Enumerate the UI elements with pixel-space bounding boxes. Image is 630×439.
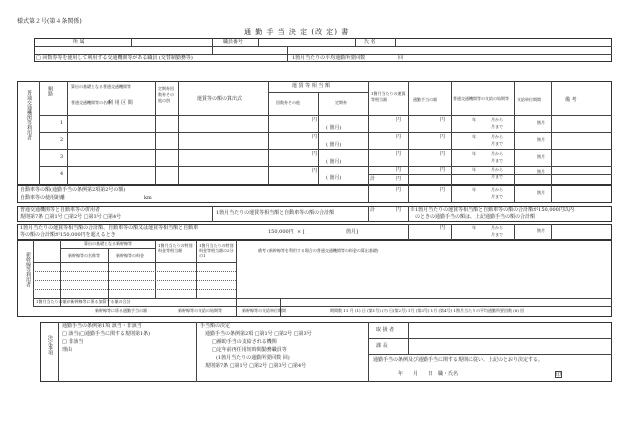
shinkansen-sum-note: 1箇月当たりの額が新幹線等に係る加算する額の合計 [36, 299, 131, 304]
over-times: × [ [297, 229, 305, 235]
row-allowance-yen: 円 [440, 134, 446, 140]
form-label: 様式第２号(第４条関係) [17, 18, 82, 25]
decision-a4: 理由 [62, 347, 73, 353]
shinkansen-footer-strip: 期間数 11 月 (1) 日 (第1号) (7) 日(第2号) 1月 (第3号) 1月 (第4号) 1箇月当たりの平均通勤所要回数 (8) 回 [330, 308, 525, 313]
decision-b0: 手当額の決定 [200, 323, 231, 329]
shinkansen-c4: 1箇月当たりの特別料金等相当額の2分の1 [199, 243, 234, 258]
row-from: 月から [491, 151, 503, 156]
page-title: 通 勤 手 当 決 定 (改 定) 書 [244, 28, 350, 36]
row-from: 月から [491, 167, 503, 172]
row-monthly-yen: 円 [396, 151, 402, 157]
row-year: 年 [472, 134, 476, 139]
row-monthly-yen: 円 [396, 117, 402, 123]
total-label: 計 [370, 176, 376, 182]
row-to: 月まで [491, 141, 503, 146]
seal-stamp: 印 [556, 372, 562, 378]
col-ticket-price: 定期券 [335, 100, 347, 105]
col-allowance: 通勤手当の額 [413, 97, 437, 102]
checker-label: 取 扱 者 [376, 327, 395, 333]
car-kagetsu: 箇月 [537, 190, 545, 195]
decision-b2[interactable]: □補助手当の支給される機関 [212, 339, 277, 345]
row-to: 月まで [491, 158, 503, 163]
row-kagetsu: 箇月 [537, 169, 545, 174]
col-fare-head: 運 賃 等 相 当 額 [292, 83, 330, 89]
shinkansen-c3: 1箇月当たりの特別料金等相当額 [158, 243, 193, 253]
row-no: 3 [60, 154, 64, 160]
col-section: 利 用 区 間 [108, 100, 133, 106]
row-monthly-yen: 円 [396, 134, 402, 140]
decision-b5[interactable]: 規則第7条 □第1号 □第2号 □第3号 □第4号 [205, 363, 307, 369]
decision-side: 決定事項 [47, 335, 53, 355]
car-allowance-yen: 円 [440, 187, 446, 193]
row-fare-yen: 円 [312, 134, 318, 140]
col-monthly: 1箇月当たりの運賃等相当額 [371, 91, 406, 102]
combined-note1: ※1箇月当たりの運賃等相当額と自動車等の額の合計額が150,000円以内 [410, 207, 574, 213]
shinkansen-f3: 新幹線等の支給単位期間 [242, 308, 286, 313]
car-km: km [144, 195, 152, 201]
col-remarks: 備 考 [565, 97, 577, 103]
row-months: ( 箇月) [326, 125, 342, 131]
combined-middle: 1箇月当たりの運賃等相当額と自動車等の額の合計額 [216, 210, 335, 216]
car-to: 月まで [491, 194, 503, 199]
combined-line1: 普通交通機関等と自動車等の併用者 [20, 207, 101, 213]
alt-shift-checkbox[interactable]: □ 回数券等を使用して利用する交通機関等がある職員 (交替制勤務等) [36, 55, 193, 61]
row-year: 年 [472, 167, 476, 172]
row-kagetsu: 箇月 [537, 137, 545, 142]
row-fare-yen: 円 [312, 168, 318, 174]
shinkansen-remark: 備考 (新幹線等を利用する場合の普通交通機関等の料金の算出基礎) [258, 248, 379, 253]
over-yen: 円 [440, 225, 446, 231]
total-yen: 円 [396, 176, 402, 182]
decision-statement: 通勤手当の条例及び通勤手当に関する規則に従い、上記のとおり決定する。 [373, 357, 544, 363]
row-year: 年 [472, 117, 476, 122]
car-distance: 自動車等の使用距離 [20, 195, 66, 201]
col-ticket: 定期券回数券その他の別 [158, 86, 174, 103]
row-monthly-yen: 円 [396, 167, 402, 173]
row-no: 2 [60, 137, 64, 143]
col-pay-unit: 支給単位期間 [517, 97, 541, 102]
decision-a1: 通勤手当の条例第1項 該当・非該当 [62, 323, 142, 329]
decision-a3[interactable]: □ 非該当 [62, 339, 84, 345]
shinkansen-c2: 新幹線等の料金 [116, 253, 144, 258]
over-kagetsu: 箇月 [537, 228, 545, 233]
col-count: 回数券その他 [276, 100, 300, 105]
combined-note2: のときの通勤手当の額は、上記通勤手当の額の合計額 [415, 214, 536, 220]
row-months: ( 箇月) [326, 142, 342, 148]
col-base: 算出の基礎となる普通交通機関等 [71, 84, 131, 89]
dept-head-label: 課 長 [376, 343, 388, 349]
avg-days-unit: 回 [398, 55, 404, 61]
row-to: 月まで [491, 124, 503, 129]
row-kagetsu: 箇月 [537, 154, 545, 159]
row-fare-yen: 円 [312, 151, 318, 157]
row-from: 月から [491, 117, 503, 122]
row-allowance-yen: 円 [440, 167, 446, 173]
combined-yen: 円 [396, 207, 402, 213]
dept-label: 所 属 [73, 39, 85, 45]
car-year: 年 [472, 187, 476, 192]
shinkansen-c1: 新幹線等の名称等 [68, 253, 100, 258]
col-payment: 普通交通機関等の支給の始期等 [453, 96, 509, 101]
row-allowance-yen: 円 [440, 117, 446, 123]
row-fare-yen: 円 [312, 117, 318, 123]
over-year: 年 [472, 225, 476, 230]
car-from: 月から [491, 187, 503, 192]
decision-a2[interactable]: □ 該当(□通勤手当に関する規則第1条) [62, 331, 151, 337]
car-yen: 円 [396, 187, 402, 193]
over-line2: 等の額の合計額が150,000円を超えるとき [20, 232, 116, 238]
shinkansen-f1: 新幹線等に係る通勤手当の額 [95, 308, 147, 313]
shinkansen-base: 算出の基礎となる新幹線等 [84, 241, 132, 246]
decision-b4: (1箇月当たりの通勤所要回数 回) [216, 355, 290, 361]
col-route: 順路 [47, 86, 53, 96]
row-no: 4 [60, 171, 64, 177]
row-to: 月まで [491, 174, 503, 179]
over-to: 月まで [491, 232, 503, 237]
decision-date: 年 月 日 職・氏名 [398, 371, 459, 377]
decision-b1[interactable]: 通勤手当の条例第2項 □第1号 □第2号 □第3号 [205, 331, 312, 337]
shinkansen-side: 新幹線等利用者 [25, 252, 31, 287]
avg-days-label: 1箇月当たりの平均通勤所要回数 [292, 55, 366, 61]
row-months: ( 箇月) [326, 159, 342, 165]
row-months: ( 箇月) [326, 175, 342, 181]
over-line1: 1箇月当たりの運賃等相当額の合計額、自動車等の額又は運賃等相当額と自動車 [20, 225, 199, 231]
row-from: 月から [491, 134, 503, 139]
side-label: 普通交通機関等利用者 [26, 90, 32, 140]
shinkansen-f2: 新幹線等の支給の始期等 [178, 308, 222, 313]
col-formula: 運賃等の額の算出式 [197, 96, 243, 102]
car-title: 自動車等の額(通勤手当の条例第2項第2号の額) [20, 187, 126, 193]
over-months: 箇月] [346, 229, 358, 235]
col-name: 普通交通機関等の名称 [71, 100, 111, 105]
row-kagetsu: 箇月 [537, 120, 545, 125]
combined-kei: 計 [370, 207, 376, 213]
over-from: 月から [491, 225, 503, 230]
over-amount: 150,000円 [268, 229, 294, 235]
name-label: 氏 名 [364, 39, 376, 45]
row-no: 1 [60, 120, 64, 126]
checkbox-text: 回数券等を使用して利用する交通機関等がある職員 (交替制勤務等) [42, 55, 193, 61]
combined-line2[interactable]: 規則第7条 □第1号 □第2号 □第3号 □第4号 [20, 214, 122, 220]
row-year: 年 [472, 151, 476, 156]
decision-b3[interactable]: □定年前再任用短時間勤務職員等 [212, 347, 287, 353]
staff-no-label: 職員番号 [223, 39, 244, 45]
row-allowance-yen: 円 [440, 151, 446, 157]
